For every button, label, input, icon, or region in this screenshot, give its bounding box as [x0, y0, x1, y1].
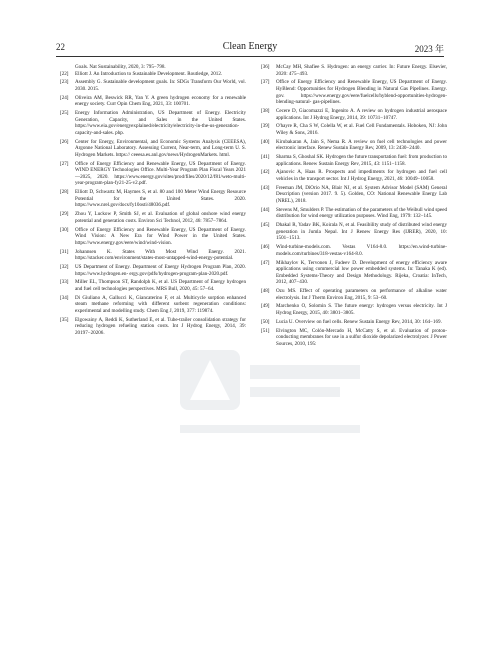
reference-number: [47] [261, 259, 270, 266]
reference-text: Oliveira AM, Beswick RR, Yan Y. A green hydrogen economy for a renewable energy society. Curr Opin Chem Eng, 2021, 33: 100701. [75, 94, 246, 108]
reference-text: McCay MH, Shafiee S. Hydrogen: an energy carrier. In: Future Energy. Elsevier, 2020: 475−493. [276, 64, 447, 77]
reference-item [60, 211, 246, 224]
reference-text: Cecere D, Giacomazzi E, Ingenito A. A review on hydrogen industrial aerospace applications. Int J Hydrog Energy, 2014, 39: 10731−10747. [276, 107, 447, 121]
reference-text: Office of Energy Efficiency and Renewable Energy, US Department of Energy. HyBlend: Opportunities for Hydrogen Blending in Natural Gas Pipelines. Energy. gov. https://www.energy.gov/eere/fuelcells/hyblend-opportunities-hydrogen-blending-natural- gas-pipelines. [276, 79, 447, 106]
reference-item [60, 249, 246, 262]
reference-text: Miller EL, Thompson ST, Randolph K, et al. US Department of Energy hydrogen and fuel cell technologies perspectives. MRS Bull, 2020, 45: 57−64. [75, 279, 246, 292]
reference-item [261, 185, 447, 205]
reference-number: [46] [261, 244, 270, 251]
reference-text: Wind-turbine-models.com. Vestas V164-8.0. https://en.wind-turbine-models.com/turbines/318-vestas-v164-8.0. [276, 244, 447, 257]
reference-column-right [261, 64, 447, 350]
reference-text: Ozu MS. Effect of operating parameters on performance of alkaline water electrolysis. Int J Therm Environ Eng, 2015, 9: 53−60. [276, 288, 447, 301]
reference-item [60, 110, 246, 136]
reference-number: [23] [60, 79, 69, 86]
reference-number: [26] [60, 138, 69, 145]
reference-item [60, 79, 246, 92]
reference-number: [32] [60, 263, 69, 270]
reference-item [261, 288, 447, 301]
reference-text: Kirubakaran A, Jain S, Nema R. A review on fuel cell technologies and power electronic interface. Renew Sustain Energy Rev, 2009, 13: 2430−2440. [276, 138, 447, 152]
reference-item [60, 71, 246, 78]
reference-item [261, 154, 447, 167]
reference-text: Elgowainy A, Reddi K, Sutherland E, et al. Tube-trailer consolidation strategy for reducing hydrogen refueling station costs. Int J Hydrog Energy, 2014, 39: 20197−20206. [75, 316, 246, 336]
reference-item [60, 161, 246, 187]
reference-number: [22] [60, 70, 69, 77]
reference-item [261, 139, 447, 152]
reference-item [60, 295, 246, 315]
reference-continuation: Goals. Nat Sustainability, 2020, 3: 795−798. [75, 64, 166, 70]
reference-number: [24] [60, 94, 69, 101]
reference-text: Assembly G. Sustainable development goals. In: SDGs Transform Our World, vol. 2030. 2015. [75, 79, 246, 92]
reference-list-right [261, 64, 447, 347]
reference-number: [48] [261, 288, 270, 295]
reference-text: Johannsen K. States With Most Wind Energy. 2021. https://stacker.com/environment/states-most-untapped-wind-energy-potential. [75, 248, 246, 262]
reference-number: [30] [60, 226, 69, 233]
reference-number: [38] [261, 107, 270, 114]
reference-number: [45] [261, 222, 270, 229]
reference-number: [49] [261, 303, 270, 310]
reference-number: [50] [261, 318, 270, 325]
reference-text: Mikhaylov K, Tervonen J, Fadeev D. Development of energy efficiency aware applications using commercial low power embedded systems. In: Tanaka K (ed). Embedded Systems-Theory and Design Methodology. Rijeka, Croatia: InTech, 2012, 407−430. [276, 259, 447, 286]
reference-item [261, 64, 447, 77]
reference-text: Dhakal R, Yadav BK, Koirala N, et al. Feasibility study of distributed wind energy generation in Jumla Nepal. Int J Renew Energy Res (IJRER), 2020, 10: 1501−1513. [276, 222, 447, 242]
reference-number: [35] [60, 316, 69, 323]
reference-number: [43] [261, 184, 270, 191]
reference-item [261, 222, 447, 242]
reference-number: [39] [261, 123, 270, 130]
reference-item [261, 169, 447, 182]
reference-number: [51] [261, 327, 270, 334]
reference-text: Marchenko O, Solomin S. The future energy: hydrogen versus electricity. Int J Hydrog Energy, 2015, 40: 3801−3805. [276, 303, 447, 317]
reference-item [261, 303, 447, 316]
reference-number: [27] [60, 160, 69, 167]
reference-item [261, 108, 447, 121]
reference-text: Office of Energy Efficiency and Renewable Energy, US Department of Energy. Wind Vision: A New Era for Wind Power in the United States. https://www.energy.gov/eere/wind/wind-vision. [75, 226, 246, 246]
reference-item [60, 227, 246, 247]
reference-text: Ajanovic A, Haas R. Prospects and impediments for hydrogen and fuel cell vehicles in the transport sector. Int J Hydrog Energy, 2021, 46: 10049−10058. [276, 169, 447, 183]
reference-number: [28] [60, 189, 69, 196]
reference-text: O'hayre R, Cha S W, Colella W, et al. Fuel Cell Fundamentals. Hoboken, NJ: John Wiley & Sons, 2016. [276, 123, 447, 136]
reference-item [60, 189, 246, 209]
reference-number: [37] [261, 79, 270, 86]
reference-number: [31] [60, 248, 69, 255]
reference-text: Di Giuliano A, Gallucci K, Giancaterino F, et al. Multicycle sorption enhanced steam methane reforming with different sorbent regeneration conditions: experimental and modelling study. Chem Eng J, 2019, 377: 119874. [75, 294, 246, 314]
reference-number: [44] [261, 206, 270, 213]
reference-item [60, 317, 246, 337]
reference-item [60, 139, 246, 159]
reference-item [261, 244, 447, 257]
journal-title: Clean Energy [222, 41, 278, 52]
reference-number: [36] [261, 64, 270, 70]
reference-item [60, 279, 246, 292]
reference-text: Lucia U. Overview on fuel cells. Renew Sustain Energy Rev, 2014, 30: 164−169. [276, 318, 442, 325]
reference-text: Freeman JM, DiOrio NA, Blair NJ, et al. System Advisor Model (SAM) General Description (version 2017. 9. 5). Golden, CO: National Renewable Energy Lab (NREL), 2018. [276, 184, 447, 204]
reference-text: Sharma S, Ghoshal SK. Hydrogen the future transportation fuel: from production to applications. Renew Sustain Energy Rev, 2015, 43: 1151−1158. [276, 154, 447, 167]
reference-text: Center for Energy, Environmental, and Economic Systems Analysis (CEEESA), Argonne National Laboratory. Assessing Current, Near-term, and Long-term U. S. Hydrogen Markets. https:// ceeesa.es.anl.gov/news/HydrogenMarkets. html. [75, 138, 246, 158]
reference-number: [41] [261, 154, 270, 161]
reference-number: [42] [261, 169, 270, 176]
reference-list-left [60, 71, 246, 337]
reference-text: Energy Information Administration, US Department of Energy. Electricity Generation, Capacity, and Sales in the United States. https://www.eia.gov/energyexplained/electricity/electricity-in-the-us-generation-capacity-and-sales. php. [75, 110, 246, 136]
page-number: 22 [56, 42, 65, 52]
reference-item [60, 264, 246, 277]
reference-text: US Department of Energy. Department of Energy Hydrogen Program Plan, 2020. https://www.hydrogen.en- ergy.gov/pdfs/hydrogen-program-plan-2020.pdf. [75, 263, 246, 277]
journal-year: 2023 年 [414, 44, 444, 54]
reference-column-left [60, 64, 246, 339]
publisher-watermark-logo [150, 340, 370, 460]
reference-text: Elvington MC, Colón-Mercado H, McCatty S, et al. Evaluation of proton-conducting membranes for use in a sulfur dioxide depolarized electrolyzer. J Power Sources, 2010, 195: [276, 327, 447, 347]
reference-item [261, 207, 447, 220]
reference-text: Stevens M, Smulders P. The estimation of the parameters of the Weibull wind speed distribution for wind energy utilization purposes. Wind Eng, 1979: 132−145. [276, 206, 448, 220]
reference-text: Elliott D, Schwartz M, Haymes S, et al. 80 and 100 Meter Wind Energy Resource Potential for the United States. 2020. https://www.nrel.gov/docs/fy10osti/48036.pdf. [75, 189, 246, 209]
reference-text: Zhou Y, Luckow P, Smith SJ, et al. Evaluation of global onshore wind energy potential and generation costs. Environ Sci Technol, 2012, 46: 7857−7864. [75, 211, 246, 224]
reference-number: [40] [261, 138, 270, 145]
reference-item [261, 319, 447, 326]
reference-number: [25] [60, 110, 69, 117]
reference-number: [34] [60, 294, 69, 301]
reference-number: [29] [60, 211, 69, 218]
reference-number: [33] [60, 279, 69, 286]
running-header [56, 40, 444, 57]
reference-text: Office of Energy Efficiency and Renewable Energy, US Department of Energy. WIND ENERGY Technologies Office. Multi-Year Program Plan Fiscal Years 2021—2025, 2020. https://www.energy.gov/sites/prod/files/2020/12/f81/weto-multi-year-program-plan-fy21-25-v2.pdf. [75, 160, 246, 187]
reference-item [261, 260, 447, 286]
reference-item [60, 95, 246, 108]
reference-text: Elliott J. An Introduction to Sustainable Development. Routledge, 2012. [75, 70, 223, 77]
reference-item [261, 123, 447, 136]
reference-item [261, 79, 447, 105]
